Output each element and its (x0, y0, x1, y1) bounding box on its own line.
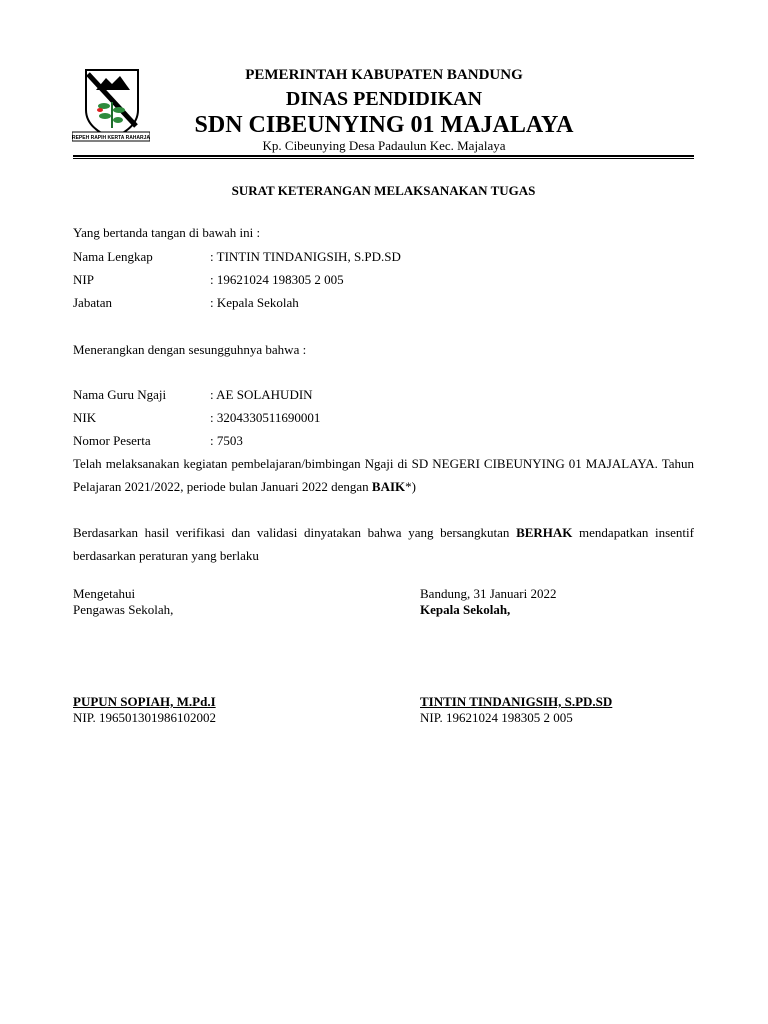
letter-title: SURAT KETERANGAN MELAKSANAKAN TUGAS (231, 183, 536, 198)
kabupaten-bandung-emblem-icon (72, 66, 150, 146)
letterhead-agency: DINAS PENDIDIKAN (285, 88, 483, 110)
letterhead-divider (73, 155, 694, 157)
teacher-name-row (73, 387, 313, 403)
field-label: Nama Guru Ngaji (73, 387, 167, 402)
verification-paragraph: Berdasarkan hasil verifikasi dan validasi dinyatakan bahwa yang bersangkutan BERHAK mendapatkan insentif berdasarkan peraturan yang berlaku (73, 525, 694, 563)
signer-position-row (73, 295, 299, 311)
field-label: Nama Lengkap (73, 249, 153, 264)
eligibility-highlight: BERHAK (516, 525, 573, 540)
signer-nip-row (73, 272, 344, 288)
teacher-nik-row (73, 410, 320, 426)
activity-paragraph: Telah melaksanakan kegiatan pembelajaran/bimbingan Ngaji di SD NEGERI CIBEUNYING 01 MAJALAYA. Tahun Pelajaran 2021/2022, periode bulan Januari 2022 dengan BAIK*) (73, 456, 694, 494)
signer-name-row (73, 249, 401, 265)
supervisor-signature-block (73, 694, 216, 726)
principal-signature-heading: Bandung, 31 Januari 2022 Kepala Sekolah, (420, 586, 557, 617)
letterhead-school: SDN CIBEUNYING 01 MAJALAYA (194, 112, 574, 138)
field-value: : Kepala Sekolah (210, 295, 299, 310)
statement-text: Menerangkan dengan sesungguhnya bahwa : (73, 342, 307, 357)
letterhead-divider-thin (73, 158, 694, 159)
principal-name: TINTIN TINDANIGSIH, S.PD.SD (420, 694, 613, 709)
field-value: : 3204330511690001 (210, 410, 321, 425)
field-value: : 19621024 198305 2 005 (210, 272, 344, 287)
principal-nip: NIP. 19621024 198305 2 005 (420, 710, 573, 725)
field-value: : AE SOLAHUDIN (210, 387, 313, 402)
field-label: NIP (73, 272, 94, 287)
supervisor-nip: NIP. 196501301986102002 (73, 710, 217, 725)
principal-signature-block (420, 694, 612, 726)
teacher-participant-row (73, 433, 243, 449)
letterhead-government: PEMERINTAH KABUPATEN BANDUNG (245, 67, 523, 83)
supervisor-signature-heading: Mengetahui Pengawas Sekolah, (73, 586, 174, 617)
letter-date: Bandung, 31 Januari 2022 (420, 586, 557, 601)
field-label: Jabatan (73, 295, 112, 310)
letterhead-address: Kp. Cibeunying Desa Padaulun Kec. Majalaya (262, 138, 506, 153)
supervisor-name: PUPUN SOPIAH, M.Pd.I (73, 694, 216, 709)
field-label: Nomor Peserta (73, 433, 151, 448)
result-highlight: BAIK (371, 479, 406, 494)
intro-text: Yang bertanda tangan di bawah ini : (73, 225, 261, 240)
field-label: NIK (73, 410, 97, 425)
field-value: : 7503 (210, 433, 243, 448)
logo-motto: REPEH RAPIH KERTA RAHARJA (72, 135, 150, 141)
field-value: : TINTIN TINDANIGSIH, S.PD.SD (210, 249, 401, 264)
